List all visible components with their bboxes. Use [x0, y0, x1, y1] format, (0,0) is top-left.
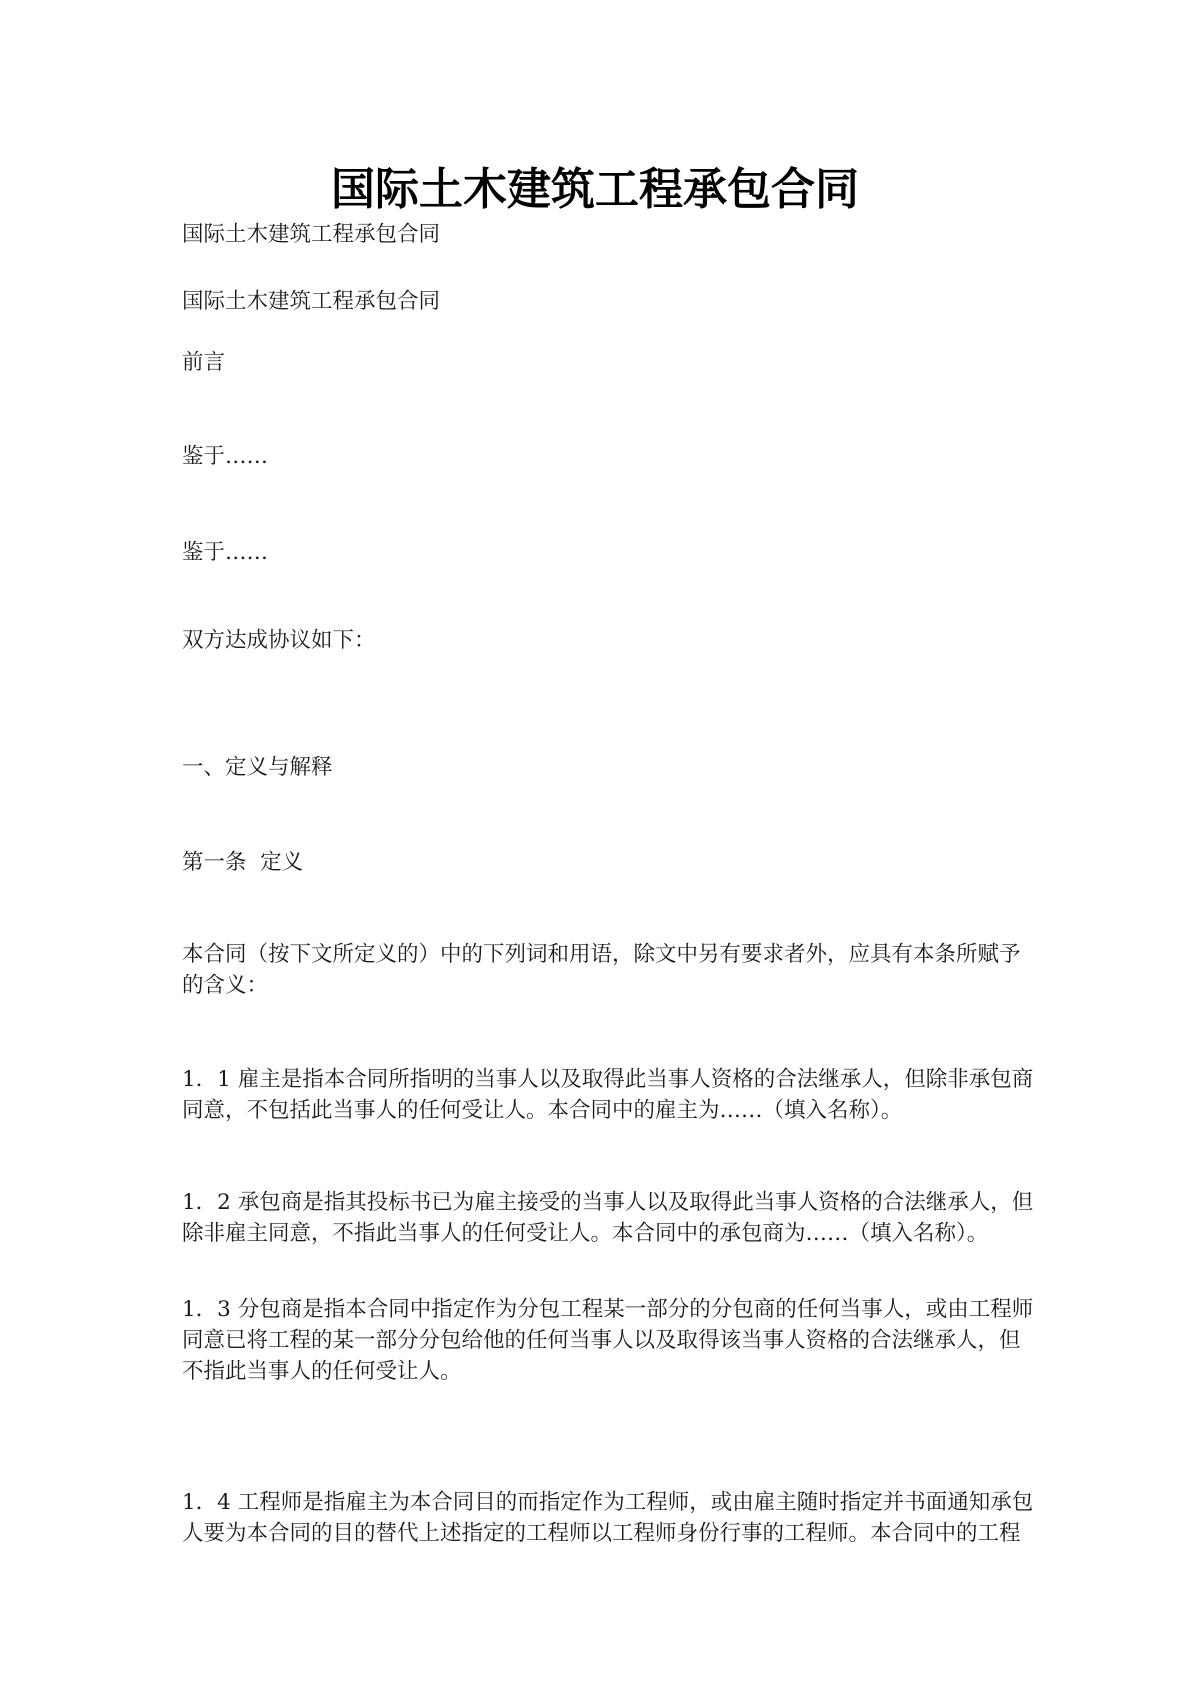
clause-1-3: [182, 1294, 1034, 1387]
agreement-intro: 双方达成协议如下：: [182, 628, 376, 653]
clause-1-4: [182, 1487, 1034, 1549]
paragraph-line: 人要为本合同的目的替代上述指定的工程师以工程师身份行事的工程师。本合同中的工程: [182, 1521, 1021, 1546]
whereas-clause: 鉴于……: [182, 444, 269, 469]
article-heading: 第一条 定义: [182, 850, 304, 875]
whereas-clause: 鉴于……: [182, 540, 269, 565]
document-title: 国际土木建筑工程承包合同: [331, 164, 859, 215]
subtitle-line: 国际土木建筑工程承包合同: [182, 222, 441, 247]
preface-heading: 前言: [182, 350, 226, 375]
chapter-heading: 一、定义与解释: [182, 755, 333, 780]
paragraph-line: 除非雇主同意，不指此当事人的任何受让人。本合同中的承包商为……（填入名称）。: [182, 1221, 989, 1246]
article-intro-paragraph: [182, 939, 1021, 1001]
paragraph-line: 1．3 分包商是指本合同中指定作为分包工程某一部分的分包商的任何当事人，或由工程师: [182, 1297, 1034, 1322]
paragraph-line: 同意，不包括此当事人的任何受让人。本合同中的雇主为……（填入名称）。: [182, 1098, 903, 1123]
paragraph-line: 本合同（按下文所定义的）中的下列词和用语，除文中另有要求者外，应具有本条所赋予: [182, 942, 1021, 967]
paragraph-line: 1．4 工程师是指雇主为本合同目的而指定作为工程师，或由雇主随时指定并书面通知承包: [182, 1490, 1034, 1515]
paragraph-line: 同意已将工程的某一部分分包给他的任何当事人以及取得该当事人资格的合法继承人，但: [182, 1328, 1021, 1353]
subtitle-line: 国际土木建筑工程承包合同: [182, 289, 441, 314]
clause-1-1: [182, 1064, 1034, 1126]
paragraph-line: 1．1 雇主是指本合同所指明的当事人以及取得此当事人资格的合法继承人，但除非承包商: [182, 1067, 1034, 1092]
paragraph-line: 的含义：: [182, 973, 269, 998]
paragraph-line: 1．2 承包商是指其投标书已为雇主接受的当事人以及取得此当事人资格的合法继承人，但: [182, 1190, 1034, 1215]
paragraph-line: 不指此当事人的任何受让人。: [182, 1359, 462, 1384]
clause-1-2: [182, 1187, 1034, 1249]
